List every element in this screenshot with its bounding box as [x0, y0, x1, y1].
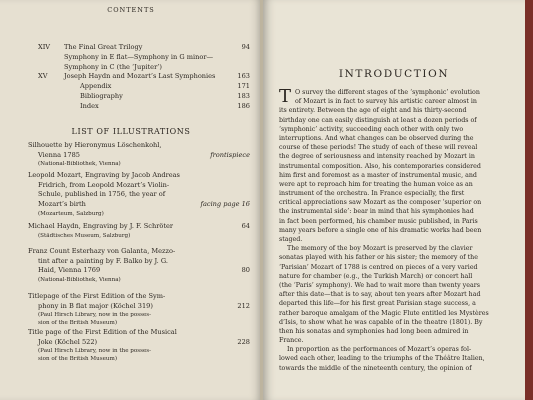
illustration-page-ref: frontispiece [210, 150, 250, 159]
illustration-source: (Städtisches Museum, Salzburg) [38, 232, 131, 239]
body-text-line: sonatas played with his father or his sister; the memory of the [279, 254, 478, 262]
body-text-line: towards the middle of the nineteenth century, the opinion of [279, 364, 472, 372]
body-text-line: the degree of seriousness and intensity reached by Mozart in [279, 153, 475, 161]
body-text-line: after this date—that is to say, about ten years after Mozart had [279, 291, 481, 299]
body-text-line: d’Isis, to show what he was capable of in the theatre (1801). By [279, 318, 483, 326]
illustration-caption-line: Joke (Köchel 522) 228 [38, 337, 250, 346]
illustration-caption-line: Haid, Vienna 1769 80 [38, 266, 250, 275]
body-text-line: O survey the different stages of the ‘symphonic’ evolution [295, 89, 480, 96]
illustration-caption-line: Franz Count Esterhazy von Galanta, Mezzo- [28, 247, 176, 255]
body-text-line: lowed each other, leading to the triumphs of the Théâtre Italien, [279, 355, 485, 363]
body-text-line: its entirety. Between the age of eight and his thirty-second [279, 107, 467, 115]
chapter-title: INTRODUCTION [338, 68, 450, 80]
toc-entry [38, 92, 250, 102]
illustration-page-ref: 64 [241, 222, 250, 230]
list-of-illustrations-heading: LIST OF ILLUSTRATIONS [71, 127, 191, 136]
toc-entry-title: Appendix [80, 82, 112, 91]
book-cover-edge [525, 0, 533, 400]
illustration-caption-line: Mozart’s birth facing page 16 [38, 200, 250, 209]
toc-entry-title: Joseph Haydn and Mozart’s Last Symphonies [64, 72, 216, 81]
left-page-contents [0, 0, 262, 400]
body-text-line: nature for chamber (e.g., the Turkish March) or concert hall [279, 272, 473, 280]
body-text-line: of Mozart is in fact to survey his artistic career almost in [295, 98, 477, 106]
toc-page-number: 183 [237, 91, 250, 100]
drop-cap: T [279, 86, 292, 107]
body-text-line: instrumental composition. Also, his contemporaries considered [279, 162, 481, 170]
illustration-caption-line: Vienna 1785 frontispiece [38, 150, 250, 159]
toc-entry-title: Symphony in C (the ‘Jupiter’) [64, 62, 162, 71]
body-text-line: interruptions. And what changes can be observed during the [279, 134, 474, 142]
illustration-entry [28, 328, 250, 363]
body-text-line: were apt to reproach him for treating the human voice as an [279, 180, 473, 188]
body-text-line: instrument of the orchestra. In France especially, the first [279, 190, 465, 198]
body-text-line: then his sonatas and symphonies had long been admired in [279, 327, 469, 335]
toc-chapter-number: XIV [38, 43, 51, 51]
toc-chapter-number: XV [38, 72, 48, 81]
illustration-source: sion of the British Museum) [38, 356, 118, 363]
illustration-entry [28, 171, 250, 218]
right-page-introduction [263, 0, 525, 400]
toc-entry-title: Symphony in E flat—Symphony in G minor— [64, 52, 214, 61]
body-text-line: the instrumental side’: bear in mind that his symphonies had [279, 208, 474, 216]
toc-entry-title: Bibliography [80, 91, 123, 100]
toc-page-number: 171 [237, 82, 250, 91]
body-text-line: France. [279, 337, 304, 345]
body-text-line: staged. [279, 236, 303, 243]
illustration-caption-line: Silhouette by Hieronymus Löschenkohl, [28, 141, 162, 149]
illustration-page-ref: facing page 16 [200, 200, 250, 209]
toc-entry-title: Index [80, 101, 99, 110]
illustration-source: (Paul Hirsch Library, now in the posses- [38, 312, 152, 319]
body-text-line: (the ‘Paris’ symphony). We had to wait more than twenty years [279, 281, 480, 289]
body-text-line: course of these periods! The study of each of these will reveal [279, 144, 478, 152]
illustration-source: (National-Bibliothek, Vienna) [38, 161, 121, 168]
illustration-caption-line: Schule, published in 1756, the year of [38, 190, 166, 199]
toc-page-number: 163 [237, 72, 250, 81]
body-text-line: ‘Parisian’ Mozart of 1788 is centred on pieces of a very varied [279, 263, 478, 271]
illustration-caption-line: Title page of the First Edition of the Musical [28, 328, 177, 336]
body-text-line: in fact been performed, his chamber music published, in Paris [279, 217, 478, 225]
illustration-caption-line: phony in B flat major (Köchel 319) 212 [38, 301, 250, 310]
body-text-line: him first and foremost as a master of instrumental music, and [279, 171, 477, 179]
toc-page-number: 186 [237, 101, 250, 110]
body-text-line: departed this life—for his first great Parisian stage success, a [279, 300, 476, 308]
illustration-entry [28, 222, 250, 240]
illustration-caption-line: Fridrich, from Leopold Mozart’s Violin- [38, 180, 170, 189]
illustration-entry [28, 292, 250, 327]
toc-entry [38, 43, 250, 53]
body-text-line: In proportion as the performances of Mozart’s operas fol- [287, 346, 472, 354]
toc-entry [38, 102, 250, 112]
body-text-line: birthday one can easily distinguish at least a dozen periods of [279, 116, 477, 124]
running-header: CONTENTS [107, 6, 155, 14]
illustration-source: (Mozarteum, Salzburg) [38, 210, 104, 217]
illustration-caption-line: Titlepage of the First Edition of the Sym- [28, 292, 166, 300]
illustration-caption-line: Leopold Mozart, Engraving by Jacob Andreas [28, 171, 180, 179]
toc-entry [38, 63, 250, 73]
toc-entry [38, 53, 250, 63]
toc-entry [38, 72, 250, 82]
illustration-source: sion of the British Museum) [38, 320, 118, 327]
toc-entry [38, 82, 250, 92]
toc-page-number: 94 [241, 43, 250, 51]
body-text-line: many years before a single one of his dramatic works had been [279, 226, 482, 234]
illustration-caption-line: Michael Haydn, Engraving by J. F. Schröter 64 [28, 222, 250, 230]
illustration-entry [28, 141, 250, 168]
illustration-caption-line: tint after a painting by F. Balko by J. G. [38, 256, 168, 265]
introduction-body [279, 88, 511, 373]
illustration-entry [28, 247, 250, 284]
illustration-page-ref: 80 [241, 266, 250, 275]
illustration-page-ref: 228 [237, 337, 250, 346]
body-text-line: ‘symphonic’ activity, succeeding each other with only two [279, 125, 464, 133]
illustration-source: (Paul Hirsch Library, now in the posses- [38, 348, 152, 355]
illustration-source: (National-Bibliothek, Vienna) [38, 277, 121, 284]
body-text-line: critical appreciations saw Mozart as the composer ‘superior on [279, 199, 482, 207]
table-of-contents [38, 43, 250, 112]
illustration-page-ref: 212 [237, 301, 250, 310]
toc-entry-title: The Final Great Trilogy [64, 43, 143, 51]
body-text-line: rather baroque amalgam of the Magic Flute entitled les Mystères [279, 309, 489, 317]
body-text-line: The memory of the boy Mozart is preserved by the clavier [287, 245, 473, 253]
